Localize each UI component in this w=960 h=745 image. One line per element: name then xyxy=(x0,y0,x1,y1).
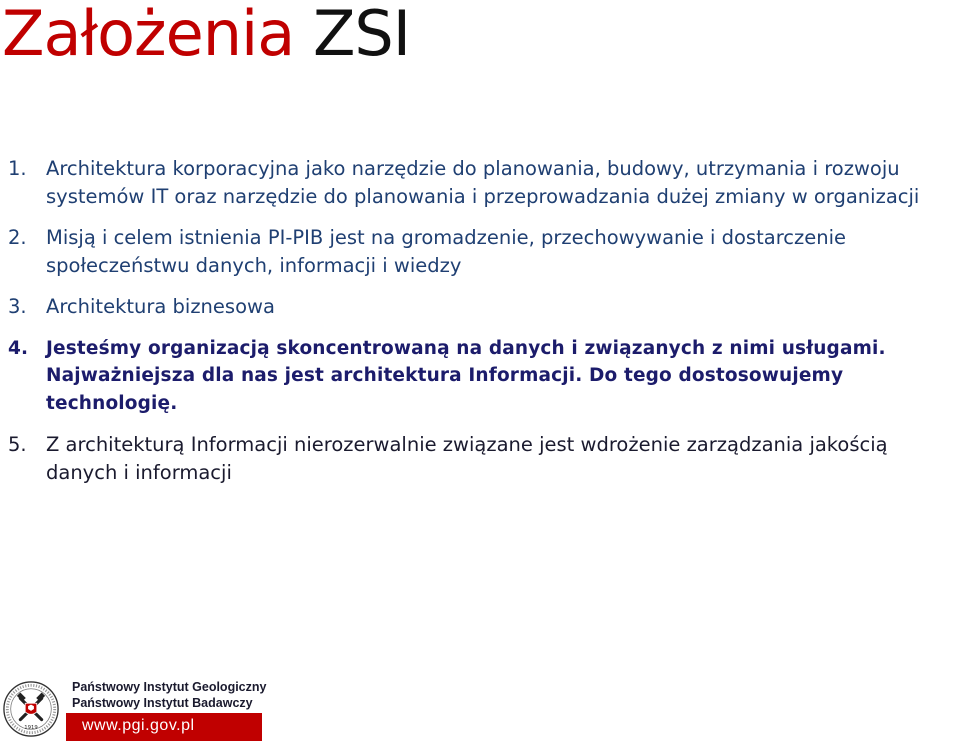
list-item-5 xyxy=(8,431,953,486)
org-name-line2: Państwowy Instytut Badawczy xyxy=(72,696,253,710)
org-name-line1: Państwowy Instytut Geologiczny xyxy=(72,680,267,694)
website-link[interactable]: www.pgi.gov.pl xyxy=(82,717,195,734)
list-item-text: Misją i celem istnienia PI-PIB jest na gromadzenie, przechowywanie i dostarczenie społeczeństwu danych, informacji i wiedzy xyxy=(46,226,847,277)
list-item-3 xyxy=(8,293,953,321)
list-item-text: Architektura biznesowa xyxy=(46,295,275,318)
page-title xyxy=(2,0,410,74)
pgi-logo-icon xyxy=(2,680,60,738)
logo-year: 1919 xyxy=(24,724,38,731)
numbered-list xyxy=(8,155,953,500)
list-item-1 xyxy=(8,155,953,210)
list-item-text: Jesteśmy organizacją skoncentrowaną na danych i związanych z nimi usługami. Najważniejsza dla nas jest architektura Informacji. Do tego dostosowujemy technologię. xyxy=(46,337,886,414)
url-bar xyxy=(66,713,262,741)
list-number: 3. xyxy=(8,295,27,318)
list-item-2 xyxy=(8,224,953,279)
list-number: 1. xyxy=(8,157,27,180)
list-item-text: Architektura korporacyjna jako narzędzie do planowania, budowy, utrzymania i rozwoju systemów IT oraz narzędzie do planowania i przeprowadzania dużej zmiany w organizacji xyxy=(46,157,920,208)
list-number: 5. xyxy=(8,433,27,456)
title-suffix: ZSI xyxy=(294,0,411,70)
title-main: Założenia xyxy=(2,0,295,70)
list-item-4 xyxy=(8,335,953,418)
list-number: 2. xyxy=(8,226,27,249)
footer xyxy=(0,672,300,745)
list-item-text: Z architekturą Informacji nierozerwalnie związane jest wdrożenie zarządzania jakością danych i informacji xyxy=(46,433,888,484)
list-number: 4. xyxy=(8,337,29,359)
